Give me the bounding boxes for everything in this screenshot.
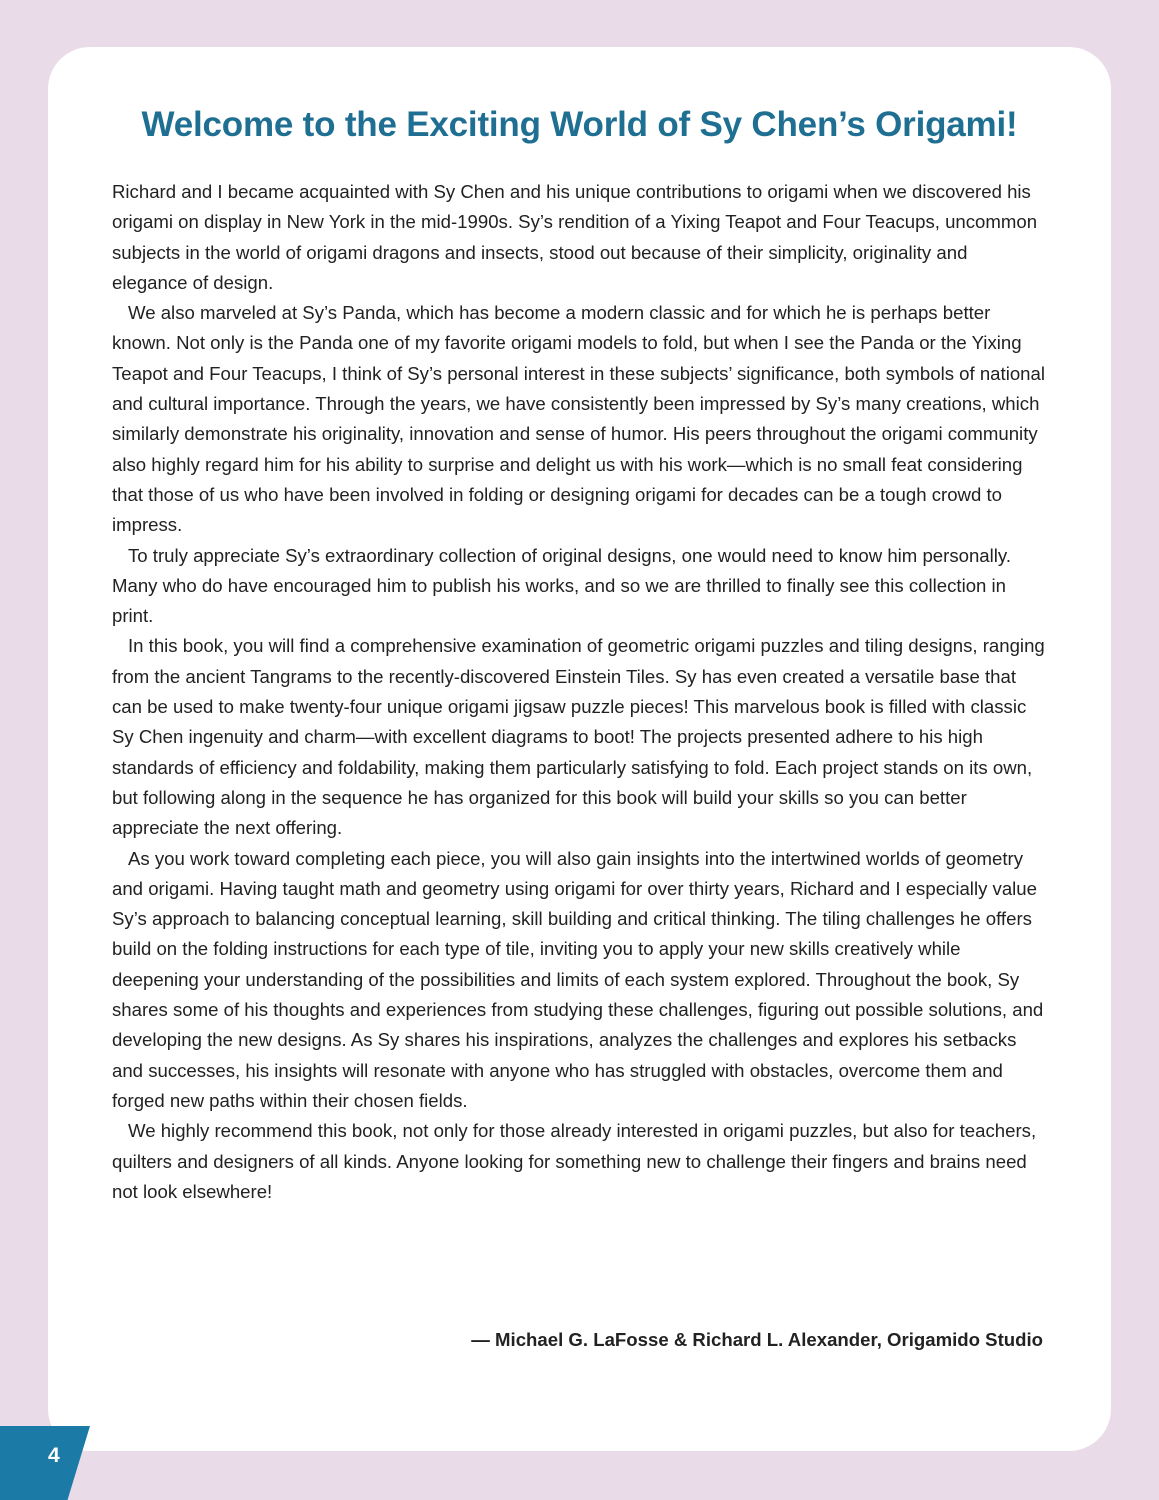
paragraph-2: We also marveled at Sy’s Panda, which has become a modern classic and for which he is perhaps better known. Not only is the Panda one of my favorite origami models to fold, but when I see the Panda or the Yixing Teapot and Four Teacups, I think of Sy’s personal interest in these subjects’ significance, both symbols of national and cultural importance. Through the years, we have consistently been impressed by Sy’s many creations, which similarly demonstrate his originality, innovation and sense of humor. His peers throughout the origami community also highly regard him for his ability to surprise and delight us with his work—which is no small feat considering that those of us who have been involved in folding or designing origami for decades can be a tough crowd to impress. (112, 302, 1045, 536)
paragraph-3: To truly appreciate Sy’s extraordinary collection of original designs, one would need to know him personally. Many who do have encouraged him to publish his works, and so we are thrilled to finally see this collection in print. (112, 544, 1011, 627)
paragraph-1: Richard and I became acquainted with Sy Chen and his unique contributions to origami when we discovered his origami on display in New York in the mid-1990s. Sy’s rendition of a Yixing Teapot and Four Teacups, uncommon subjects in the world of origami dragons and insects, stood out because of their simplicity, originality and elegance of design. (112, 181, 1038, 293)
page-number-tab (0, 1426, 90, 1500)
body-text (112, 177, 1047, 1207)
signature: — Michael G. LaFosse & Richard L. Alexander, Origamido Studio (471, 1329, 1043, 1350)
paragraph-6: We highly recommend this book, not only for those already interested in origami puzzles, but also for teachers, quilters and designers of all kinds. Anyone looking for something new to challenge their fingers and brains need not look elsewhere! (112, 1120, 1037, 1202)
paragraph-5: As you work toward completing each piece, you will also gain insights into the intertwined worlds of geometry and origami. Having taught math and geometry using origami for over thirty years, Richard and I especially value Sy’s approach to balancing conceptual learning, skill building and critical thinking. The tiling challenges he offers build on the folding instructions for each type of tile, inviting you to apply your new skills creatively while deepening your understanding of the possibilities and limits of each system explored. Throughout the book, Sy shares some of his thoughts and experiences from studying these challenges, figuring out possible solutions, and developing the new designs. As Sy shares his inspirations, analyzes the challenges and explores his setbacks and successes, his insights will resonate with anyone who has struggled with obstacles, overcome them and forged new paths within their chosen fields. (112, 847, 1044, 1111)
page-title: Welcome to the Exciting World of Sy Chen’s Origami! (141, 105, 1018, 144)
page-number: 4 (48, 1444, 60, 1467)
paragraph-4: In this book, you will find a comprehensive examination of geometric origami puzzles and tiling designs, ranging from the ancient Tangrams to the recently-discovered Einstein Tiles. Sy has even created a versatile base that can be used to make twenty-four unique origami jigsaw puzzle pieces! This marvelous book is filled with classic Sy Chen ingenuity and charm—with excellent diagrams to boot! The projects presented adhere to his high standards of efficiency and foldability, making them particularly satisfying to fold. Each project stands on its own, but following along in the sequence he has organized for this book will build your skills so you can better appreciate the next offering. (112, 635, 1045, 839)
